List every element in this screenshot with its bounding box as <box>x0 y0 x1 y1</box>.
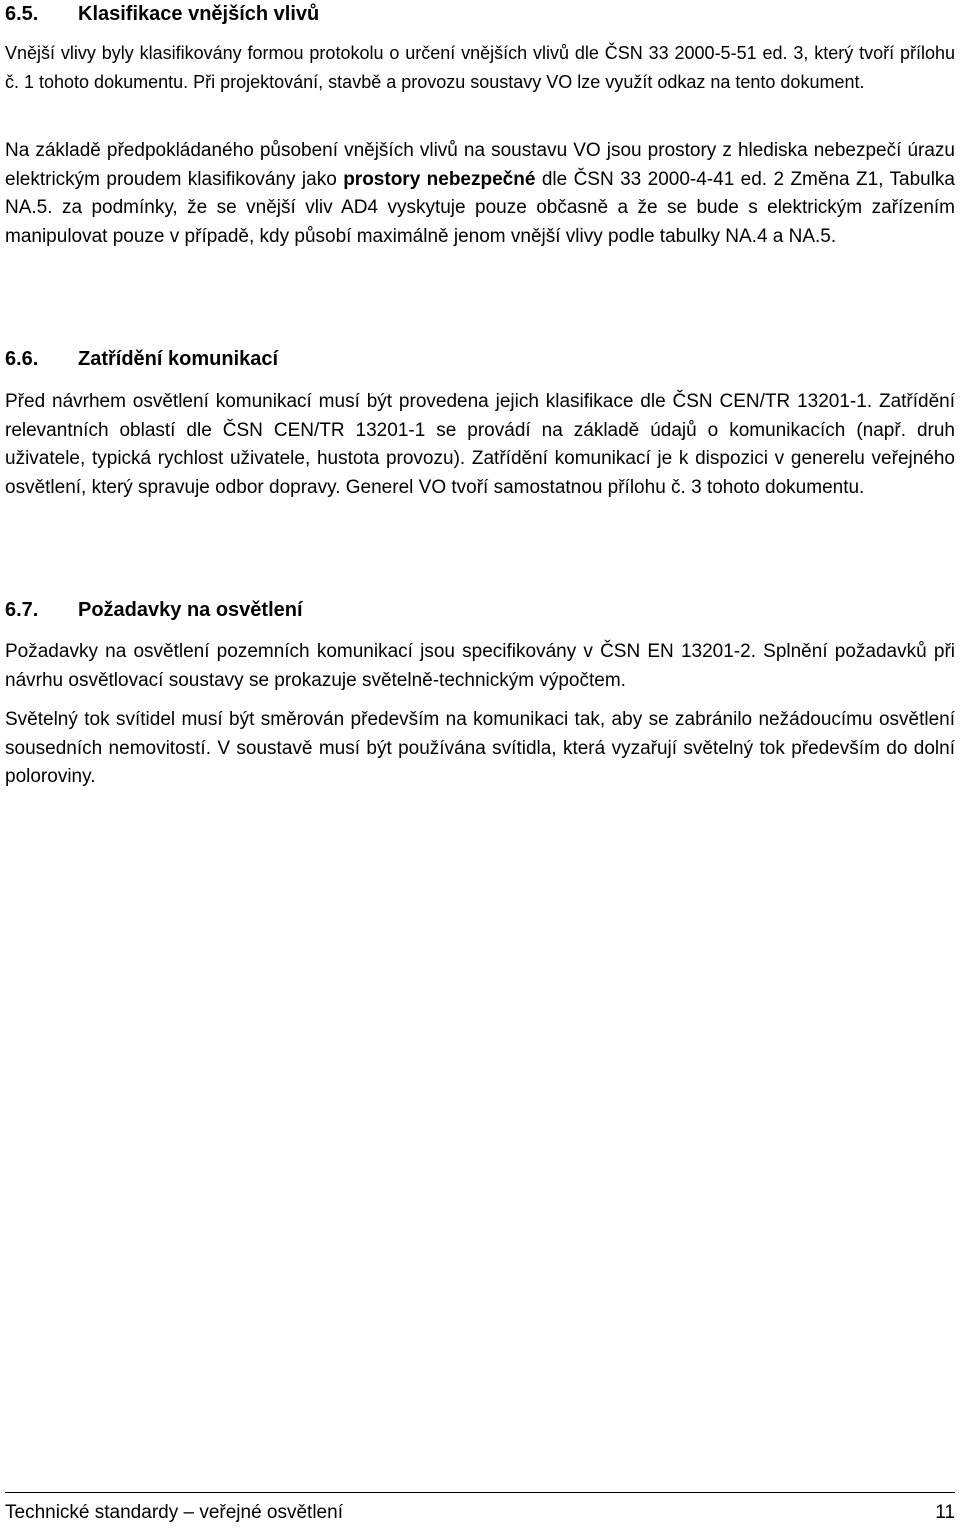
section-heading-6-6 <box>5 347 955 371</box>
paragraph-lighting-requirements: Požadavky na osvětlení pozemních komunikací jsou specifikovány v ČSN EN 13201-2. Splnění požadavků při návrhu osvětlovací soustavy se prokazuje světelně-technickým výpočtem. <box>5 641 955 691</box>
classification-text-before: Na základě předpokládaného působení vnějších vlivů na soustavu VO jsou prostory z hlediska nebezpečí úrazu elektrickým proudem klasifikovány jako <box>5 140 955 190</box>
section-number: 6.6. <box>5 348 39 370</box>
section-number: 6.5. <box>5 3 39 25</box>
paragraph-external-influences: Vnější vlivy byly klasifikovány formou protokolu o určení vnějších vlivů dle ČSN 33 2000-5-51 ed. 3, který tvoří přílohu č. 1 tohoto dokumentu. Při projektování, stavbě a provozu soustavy VO lze využít odkaz na tento dokument. <box>5 43 955 92</box>
footer-divider <box>5 1492 955 1493</box>
section-title: Požadavky na osvětlení <box>78 599 303 621</box>
classification-text-after: dle ČSN 33 2000-4-41 ed. 2 Změna Z1, Tabulka NA.5. za podmínky, že se vnější vliv AD4 vyskytuje pouze občasně a že se bude s elektrickým zařízením manipulovat pouze v případě, kdy působí maximálně jenom vnější vlivy podle tabulky NA.4 a NA.5. <box>5 168 955 247</box>
paragraph-danger-classification <box>5 137 955 251</box>
classification-emphasis: prostory nebezpečné <box>343 168 536 190</box>
section-heading-6-7 <box>5 598 955 622</box>
footer-title: Technické standardy – veřejné osvětlení <box>5 1502 343 1523</box>
section-heading-6-5 <box>5 2 955 26</box>
page-number: 11 <box>935 1502 955 1523</box>
section-title: Zatřídění komunikací <box>78 348 279 370</box>
section-title: Klasifikace vnějších vlivů <box>78 3 320 25</box>
section-number: 6.7. <box>5 599 39 621</box>
page-footer <box>5 1500 955 1526</box>
paragraph-road-classification: Před návrhem osvětlení komunikací musí být provedena jejich klasifikace dle ČSN CEN/TR 13201-1. Zatřídění relevantních oblastí dle ČSN CEN/TR 13201-1 se provádí na základě údajů o komunikacích (např. druh uživatele, typická rychlost uživatele, hustota provozu). Zatřídění komunikací je k dispozici v generelu veřejného osvětlení, který spravuje odbor dopravy. Generel VO tvoří samostatnou přílohu č. 3 tohoto dokumentu. <box>5 391 955 498</box>
paragraph-luminous-flux: Světelný tok svítidel musí být směrován především na komunikaci tak, aby se zabránilo nežádoucímu osvětlení sousedních nemovitostí. V soustavě musí být používána svítidla, která vyzařují světelný tok především do dolní poloroviny. <box>5 709 955 787</box>
